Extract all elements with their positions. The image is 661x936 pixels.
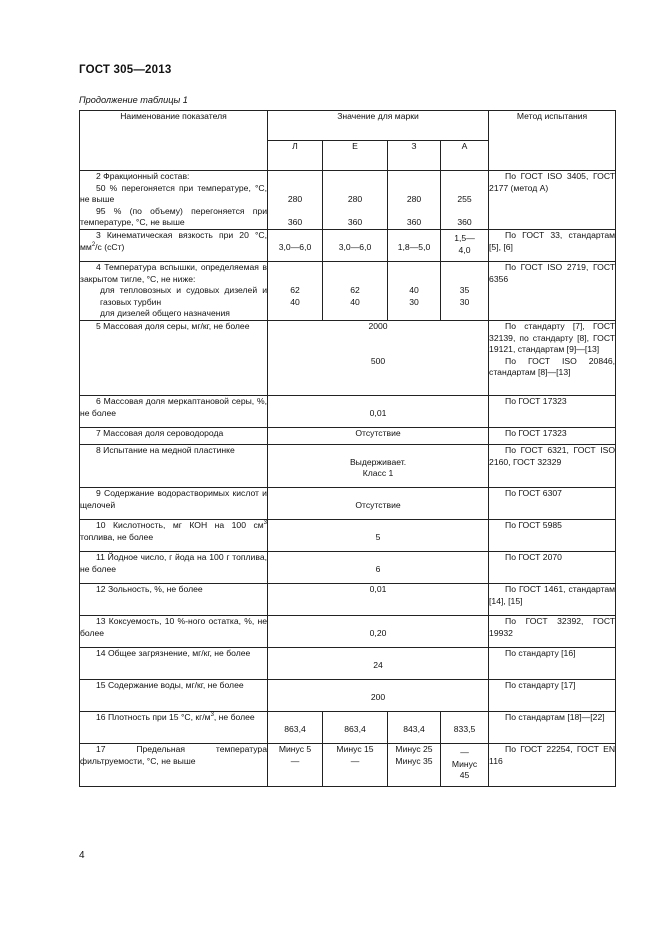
param-cell: 12 Зольность, %, не более <box>80 584 268 616</box>
header-grade-l: Л <box>268 141 323 171</box>
value-cell: 843,4 <box>388 712 441 744</box>
method-cell: По ГОСТ 17323 <box>489 396 616 428</box>
method-cell: По ГОСТ 17323 <box>489 428 616 445</box>
param-line: 2 Фракционный состав: <box>96 171 190 181</box>
method-cell: По стандарту [16] <box>489 648 616 680</box>
param-cell: 9 Содержание водорастворимых кислот и щелочей <box>80 488 268 520</box>
method-cell: По стандартам [18]—[22] <box>489 712 616 744</box>
table-row <box>80 584 616 616</box>
value-cell: 1,5—4,0 <box>441 230 489 262</box>
value-cell: 2000 500 <box>268 321 489 396</box>
method-cell: По ГОСТ 33, стандартам [5], [6] <box>489 230 616 262</box>
method-cell: По ГОСТ 5985 <box>489 520 616 552</box>
value-cell: Отсутствие <box>268 488 489 520</box>
param-cell: 7 Массовая доля сероводорода <box>80 428 268 445</box>
header-grade-z: З <box>388 141 441 171</box>
header-grade-e: Е <box>323 141 388 171</box>
table-row <box>80 428 616 445</box>
value-cell: 200 <box>268 680 489 712</box>
param-cell: 17 Предельная температура фильтруемости, °С, не выше <box>80 744 268 787</box>
method-cell: По стандарту [17] <box>489 680 616 712</box>
table-row <box>80 230 616 262</box>
param-cell: 16 Плотность при 15 °С, $кг/м^3$, не более <box>80 712 268 744</box>
param-cell: 15 Содержание воды, мг/кг, не более <box>80 680 268 712</box>
table-caption: Продолжение таблицы 1 <box>79 95 188 105</box>
table-row <box>80 680 616 712</box>
method-cell: По ГОСТ 32392, ГОСТ 19932 <box>489 616 616 648</box>
method-cell: По стандарту [7], ГОСТ 32139, по стандарту [8], ГОСТ 19121, стандартам [9]—[13] По ГОСТ ISO 20846, стандартам [8]—[13] <box>489 321 616 396</box>
table-header-row <box>80 111 616 141</box>
header-method: Метод испытания <box>489 111 616 171</box>
value-cell: 833,5 <box>441 712 489 744</box>
value-cell: 1,8—5,0 <box>388 230 441 262</box>
value-cell: 35 30 <box>441 262 489 321</box>
value-cell: Минус 15 — <box>323 744 388 787</box>
param-cell: 8 Испытание на медной пластинке <box>80 445 268 488</box>
header-value-group: Значение для марки <box>268 111 489 141</box>
table-row <box>80 712 616 744</box>
value-cell: 3,0—6,0 <box>323 230 388 262</box>
value-cell: — Минус 45 <box>441 744 489 787</box>
table-row <box>80 321 616 396</box>
param-cell: 5 Массовая доля серы, мг/кг, не более <box>80 321 268 396</box>
param-cell: 4 Температура вспышки, определяемая в закрытом тигле, °С, не ниже: для тепловозных и судовых дизелей и газовых турбин для дизелей общего назначения <box>80 262 268 321</box>
table-row <box>80 171 616 230</box>
param-cell: 14 Общее загрязнение, мг/кг, не более <box>80 648 268 680</box>
table-row <box>80 262 616 321</box>
value-cell: 3,0—6,0 <box>268 230 323 262</box>
method-cell: По ГОСТ 6321, ГОСТ ISO 2160, ГОСТ 32329 <box>489 445 616 488</box>
value-cell: 863,4 <box>323 712 388 744</box>
param-cell: 3 Кинематическая вязкость при 20 °С, $мм^2/с$ (сСт) <box>80 230 268 262</box>
header-param: Наименование показателя <box>80 111 268 171</box>
value-cell: Выдерживает. Класс 1 <box>268 445 489 488</box>
method-cell: По ГОСТ 2070 <box>489 552 616 584</box>
table-row <box>80 445 616 488</box>
value-cell: 62 40 <box>268 262 323 321</box>
param-line: 50 % перегоняется при температуре, °С, не выше <box>80 182 267 204</box>
table-row <box>80 552 616 584</box>
table-row <box>80 648 616 680</box>
value-cell: 280 360 <box>268 171 323 230</box>
header-grade-a: А <box>441 141 489 171</box>
document-title: ГОСТ 305—2013 <box>79 64 172 76</box>
table-row <box>80 616 616 648</box>
table-row <box>80 396 616 428</box>
param-cell: 13 Коксуемость, 10 %-ного остатка, %, не более <box>80 616 268 648</box>
page-number: 4 <box>79 850 85 861</box>
value-cell: 5 <box>268 520 489 552</box>
value-cell: Минус 25 Минус 35 <box>388 744 441 787</box>
value-cell: 0,01 <box>268 584 489 616</box>
value-cell: 0,01 <box>268 396 489 428</box>
param-line: 95 % (по объему) перегоняется при температуре, °С, не выше <box>80 205 267 227</box>
value-cell: 40 30 <box>388 262 441 321</box>
value-cell: Отсутствие <box>268 428 489 445</box>
table-row <box>80 744 616 787</box>
param-cell: 10 Кислотность, мг КОН на 100 $см^3$ топлива, не более <box>80 520 268 552</box>
value-cell: 24 <box>268 648 489 680</box>
method-cell: По ГОСТ ISO 2719, ГОСТ 6356 <box>489 262 616 321</box>
param-cell <box>80 171 268 230</box>
value-cell: 863,4 <box>268 712 323 744</box>
param-cell: 11 Йодное число, г йода на 100 г топлива, не более <box>80 552 268 584</box>
method-cell: По ГОСТ 22254, ГОСТ EN 116 <box>489 744 616 787</box>
method-cell: По ГОСТ 1461, стандартам [14], [15] <box>489 584 616 616</box>
table-row <box>80 488 616 520</box>
value-cell: 62 40 <box>323 262 388 321</box>
method-cell: По ГОСТ 6307 <box>489 488 616 520</box>
method-cell: По ГОСТ ISO 3405, ГОСТ 2177 (метод А) <box>489 171 616 230</box>
param-cell: 6 Массовая доля меркаптановой серы, %, не более <box>80 396 268 428</box>
table-row <box>80 520 616 552</box>
value-cell: 280 360 <box>323 171 388 230</box>
value-cell: 255 360 <box>441 171 489 230</box>
value-cell: 0,20 <box>268 616 489 648</box>
value-cell: 6 <box>268 552 489 584</box>
specs-table <box>79 110 616 787</box>
value-cell: 280 360 <box>388 171 441 230</box>
value-cell: Минус 5 — <box>268 744 323 787</box>
